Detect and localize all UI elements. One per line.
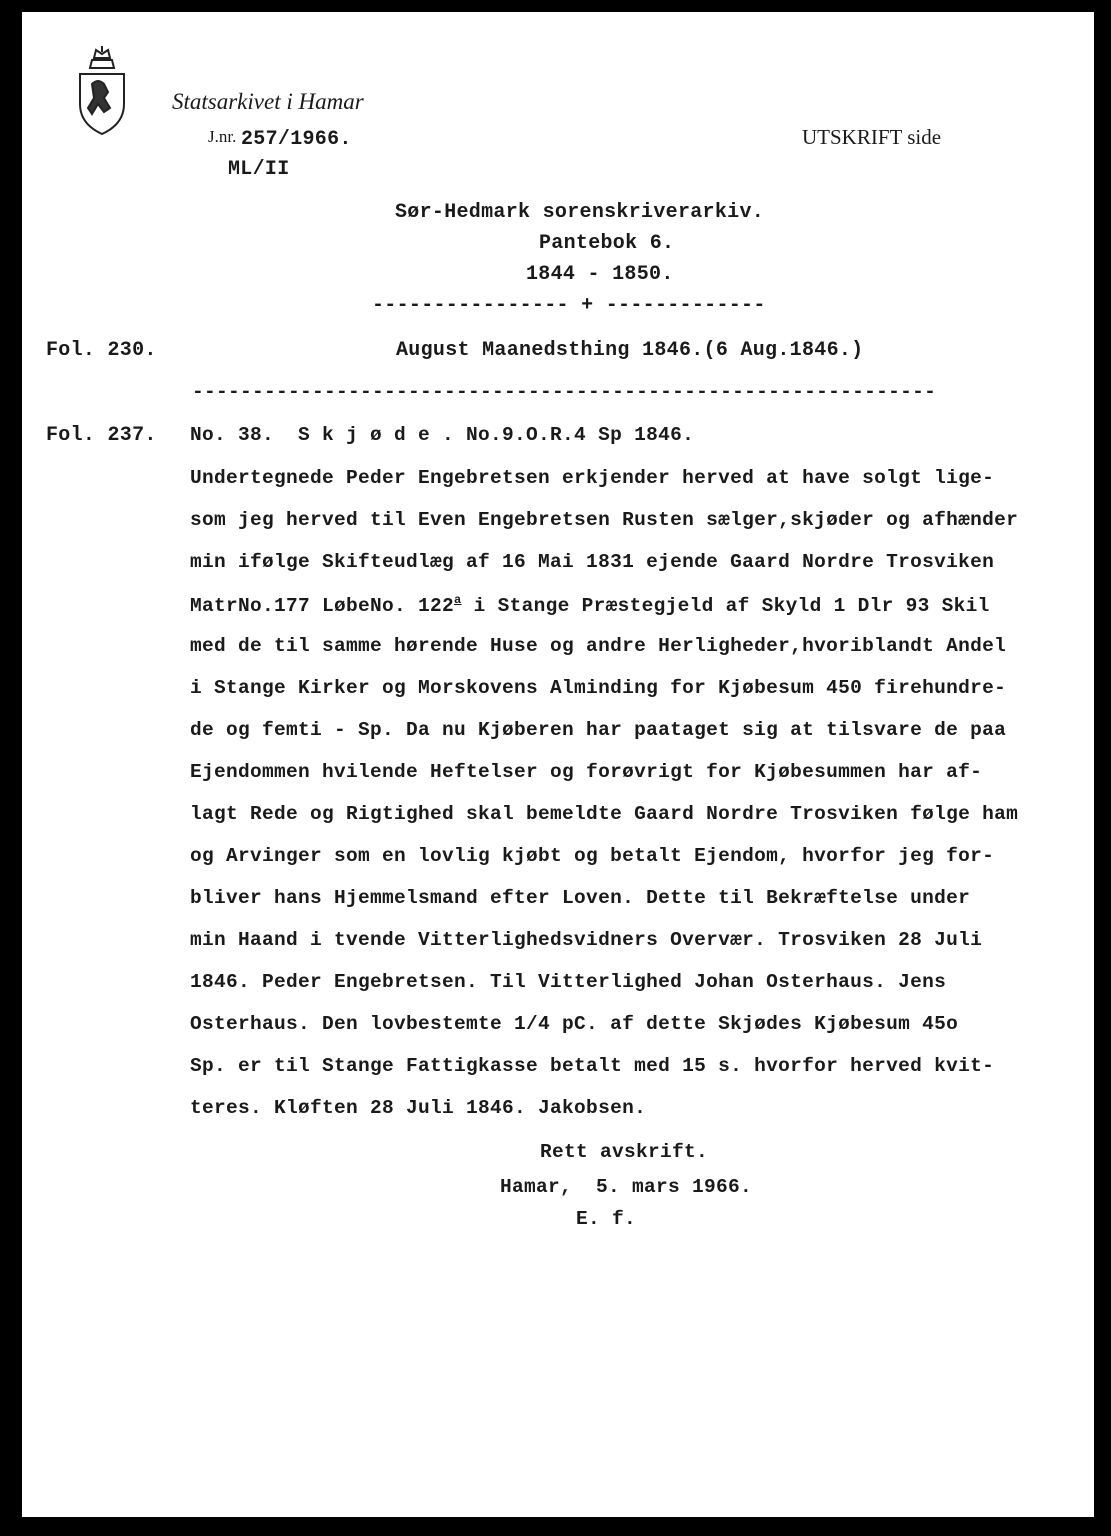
body-line: med de til samme hørende Huse og andre Herligheder,hvoriblandt Andel bbox=[190, 635, 1007, 657]
journal-number-value: 257/1966. bbox=[241, 128, 352, 151]
title-separator: ---------------- + ------------- bbox=[372, 294, 766, 317]
coat-of-arms-icon bbox=[74, 44, 130, 136]
session-heading: August Maanedsthing 1846.(6 Aug.1846.) bbox=[396, 339, 864, 362]
initials-line: E. f. bbox=[576, 1208, 637, 1230]
superscript-a: a bbox=[454, 593, 462, 607]
place-date-line: Hamar, 5. mars 1966. bbox=[500, 1176, 753, 1198]
body-line-part: i Stange Præstegjeld af Skyld 1 Dlr 93 Skil bbox=[461, 595, 990, 617]
body-line bbox=[190, 593, 990, 617]
body-line: min ifølge Skifteudlæg af 16 Mai 1831 ejende Gaard Nordre Trosviken bbox=[190, 551, 995, 573]
folio-230: Fol. 230. bbox=[46, 339, 157, 362]
volume-title: Pantebok 6. bbox=[539, 232, 675, 255]
date-range: 1844 - 1850. bbox=[526, 263, 674, 286]
body-line: som jeg herved til Even Engebretsen Rusten sælger,skjøder og afhænder bbox=[190, 509, 1019, 531]
utskrift-label: UTSKRIFT side bbox=[802, 125, 942, 149]
body-line-part: MatrNo.177 LøbeNo. 122 bbox=[190, 595, 455, 617]
body-line: og Arvinger som en lovlig kjøbt og betalt Ejendom, hvorfor jeg for- bbox=[190, 845, 995, 867]
deed-heading: No. 38. S k j ø d e . No.9.O.R.4 Sp 1846. bbox=[190, 424, 695, 446]
folio-237: Fol. 237. bbox=[46, 424, 157, 447]
institution-name: Statsarkivet i Hamar bbox=[172, 89, 364, 114]
body-line: i Stange Kirker og Morskovens Alminding for Kjøbesum 450 firehundre- bbox=[190, 677, 1007, 699]
journal-number-label: J.nr. bbox=[208, 127, 237, 146]
certification-line: Rett avskrift. bbox=[540, 1141, 709, 1163]
body-line: lagt Rede og Rigtighed skal bemeldte Gaard Nordre Trosviken følge ham bbox=[190, 803, 1019, 825]
body-line: Undertegnede Peder Engebretsen erkjender herved at have solgt lige- bbox=[190, 467, 995, 489]
section-rule: -------------------------------------------------------------- bbox=[192, 381, 937, 403]
body-line: teres. Kløften 28 Juli 1846. Jakobsen. bbox=[190, 1097, 647, 1119]
body-line: de og femti - Sp. Da nu Kjøberen har paataget sig at tilsvare de paa bbox=[190, 719, 1007, 741]
body-line: min Haand i tvende Vitterlighedsvidners Overvær. Trosviken 28 Juli bbox=[190, 929, 983, 951]
body-line: bliver hans Hjemmelsmand efter Loven. Dette til Bekræftelse under bbox=[190, 887, 971, 909]
reference-code: ML/II bbox=[228, 158, 290, 181]
body-line: Sp. er til Stange Fattigkasse betalt med 15 s. hvorfor herved kvit- bbox=[190, 1055, 995, 1077]
archive-title: Sør-Hedmark sorenskriverarkiv. bbox=[395, 201, 765, 224]
body-line: Ejendommen hvilende Heftelser og forøvrigt for Kjøbesummen har af- bbox=[190, 761, 983, 783]
body-line: 1846. Peder Engebretsen. Til Vitterlighed Johan Osterhaus. Jens bbox=[190, 971, 947, 993]
body-line: Osterhaus. Den lovbestemte 1/4 pC. af dette Skjødes Kjøbesum 45o bbox=[190, 1013, 959, 1035]
